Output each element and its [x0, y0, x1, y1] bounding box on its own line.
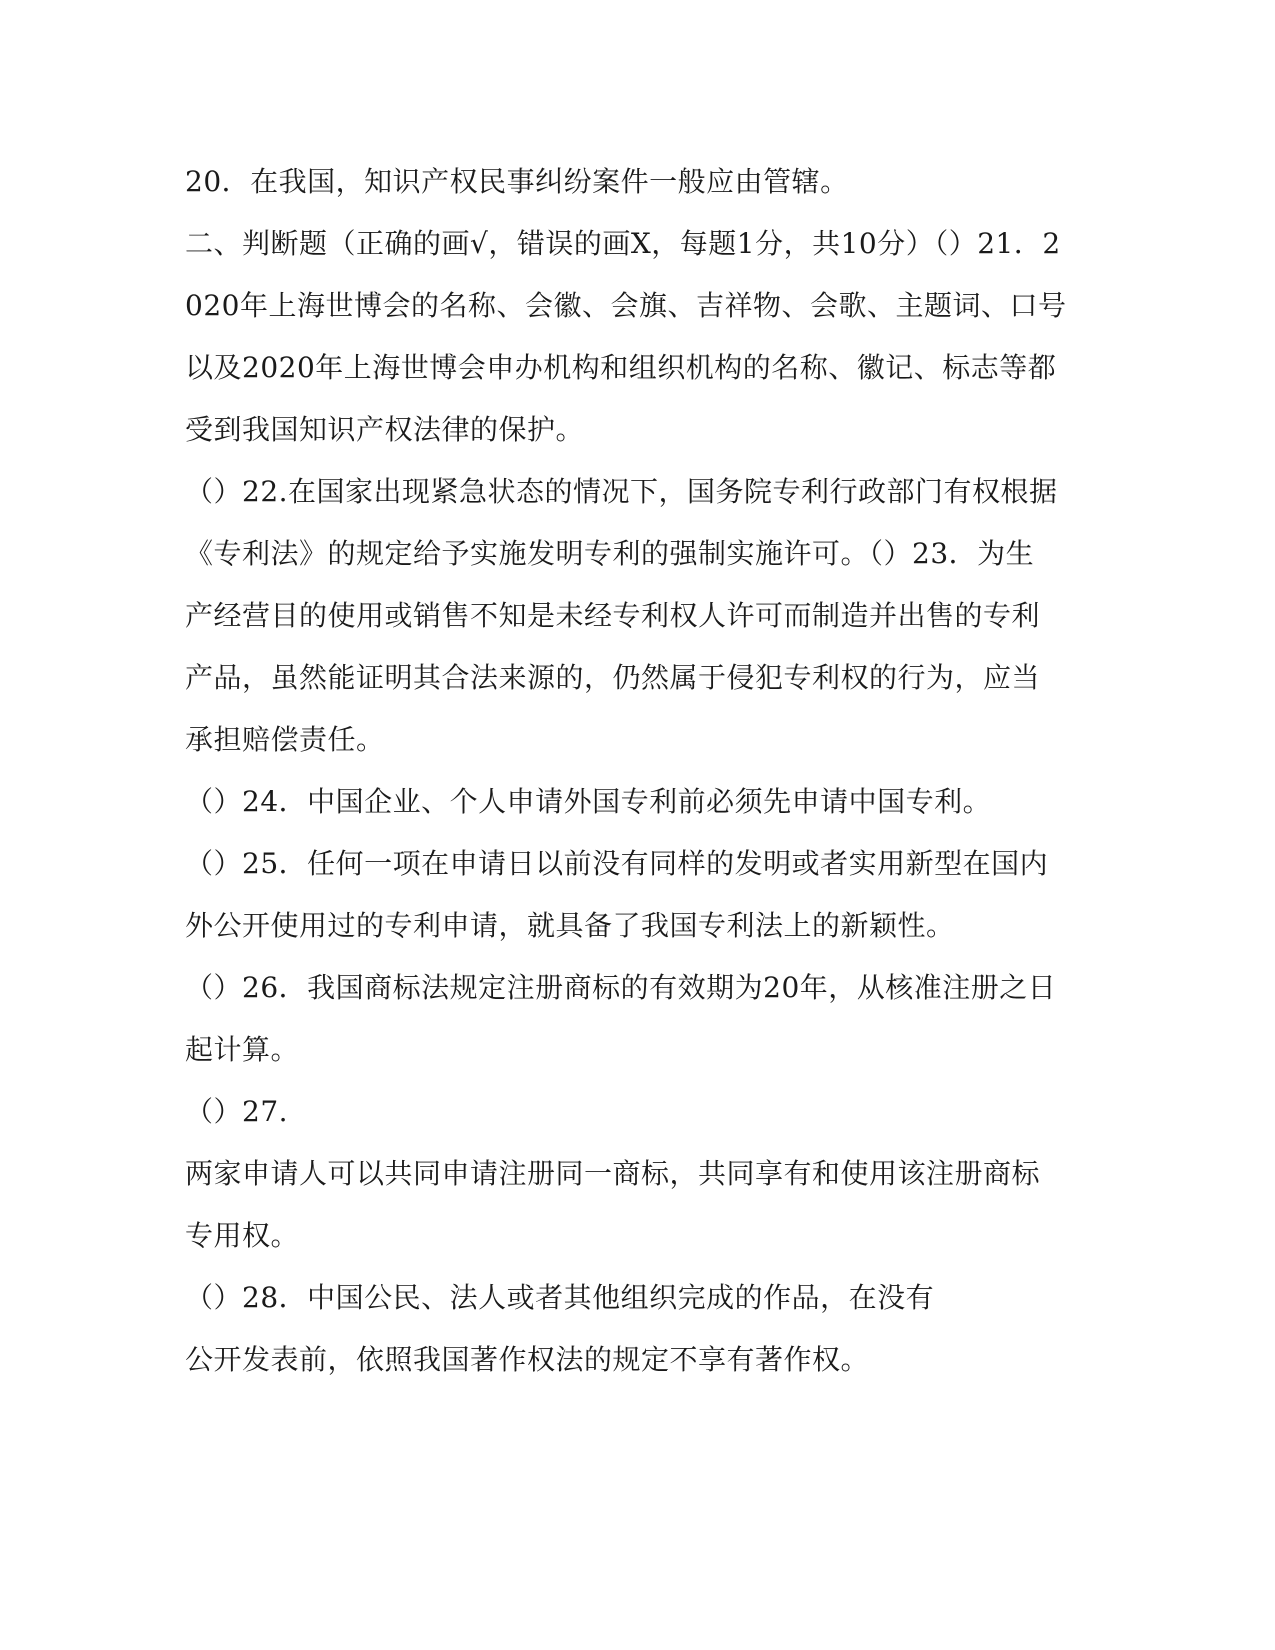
question-21-line-2: 020年上海世博会的名称、会徽、会旗、吉祥物、会歌、主题词、口号: [185, 289, 1067, 322]
question-27-number-line: （）27.: [185, 1095, 289, 1128]
question-24-line: （）24．中国企业、个人申请外国专利前必须先申请中国专利。: [185, 785, 992, 818]
question-22-line-1: （）22.在国家出现紧急状态的情况下，国务院专利行政部门有权根据: [185, 475, 1058, 508]
question-26-line-2: 起计算。: [185, 1033, 300, 1066]
question-23-line-4: 承担赔偿责任。: [185, 723, 385, 756]
question-26-line-1: （）26．我国商标法规定注册商标的有效期为20年，从核准注册之日: [185, 971, 1057, 1004]
question-21-line-3: 以及2020年上海世博会申办机构和组织机构的名称、徽记、标志等都: [185, 351, 1057, 384]
question-28-line-2: 公开发表前，依照我国著作权法的规定不享有著作权。: [185, 1343, 870, 1376]
question-27-line-1: 两家申请人可以共同申请注册同一商标，共同享有和使用该注册商标: [185, 1157, 1041, 1190]
question-23-line-3: 产品，虽然能证明其合法来源的，仍然属于侵犯专利权的行为，应当: [185, 661, 1041, 694]
question-21-line-4: 受到我国知识产权法律的保护。: [185, 413, 585, 446]
section-2-heading-line: 二、判断题（正确的画√，错误的画X，每题1分，共10分）（）21．2: [185, 227, 1061, 260]
question-20-line: 20．在我国，知识产权民事纠纷案件一般应由管辖。: [185, 165, 849, 198]
question-23-line-2: 产经营目的使用或销售不知是未经专利权人许可而制造并出售的专利: [185, 599, 1041, 632]
question-22-line-2: 《专利法》的规定给予实施发明专利的强制实施许可。（）23．为生: [185, 537, 1035, 570]
question-27-line-2: 专用权。: [185, 1219, 300, 1252]
question-28-line-1: （）28．中国公民、法人或者其他组织完成的作品，在没有: [185, 1281, 935, 1314]
question-25-line-2: 外公开使用过的专利申请，就具备了我国专利法上的新颖性。: [185, 909, 955, 942]
question-25-line-1: （）25．任何一项在申请日以前没有同样的发明或者实用新型在国内: [185, 847, 1049, 880]
